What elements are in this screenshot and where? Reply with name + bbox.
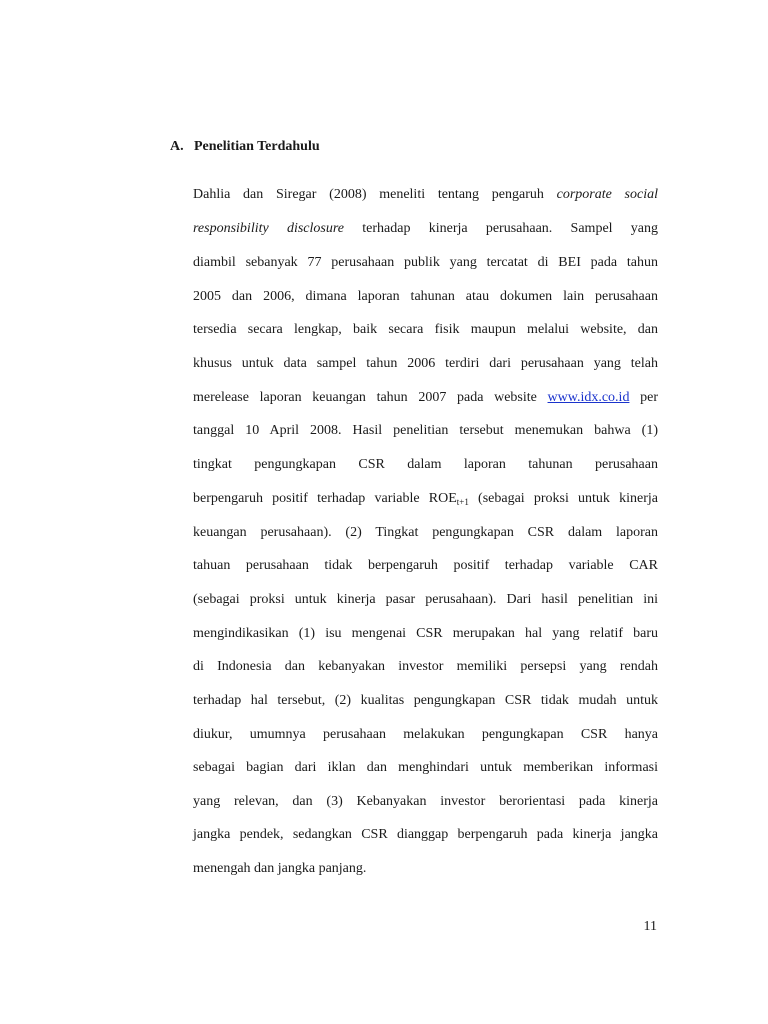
text-run: (sebagai proksi untuk kinerja — [478, 491, 658, 506]
text-run: terhadap kinerja perusahaan. Sampel yang — [362, 221, 659, 236]
section-letter: A. — [170, 139, 184, 154]
paragraph-line: diukur, umumnya perusahaan melakukan pengungkapan CSR hanya — [193, 727, 658, 742]
italic-term: corporate social — [556, 187, 658, 202]
subscript: t+1 — [456, 497, 469, 507]
text-run: Dahlia dan Siregar (2008) meneliti tentang pengaruh — [193, 187, 544, 202]
paragraph-line — [193, 186, 658, 204]
paragraph-line: menengah dan jangka panjang. — [193, 861, 367, 876]
section-title: Penelitian Terdahulu — [194, 139, 320, 154]
paragraph-line: diambil sebanyak 77 perusahaan publik yang tercatat di BEI pada tahun — [193, 255, 658, 270]
paragraph-line: mengindikasikan (1) isu mengenai CSR merupakan hal yang relatif baru — [193, 626, 658, 641]
paragraph-line: terhadap hal tersebut, (2) kualitas pengungkapan CSR tidak mudah untuk — [193, 693, 658, 708]
paragraph-line: 2005 dan 2006, dimana laporan tahunan atau dokumen lain perusahaan — [193, 289, 658, 304]
paragraph-line: (sebagai proksi untuk kinerja pasar perusahaan). Dari hasil penelitian ini — [193, 592, 658, 607]
paragraph-line: sebagai bagian dari iklan dan menghindari untuk memberikan informasi — [193, 760, 658, 775]
paragraph-line: di Indonesia dan kebanyakan investor memiliki persepsi yang rendah — [193, 659, 658, 674]
paragraph-line: jangka pendek, sedangkan CSR dianggap berpengaruh pada kinerja jangka — [193, 827, 658, 842]
website-link[interactable]: www.idx.co.id — [547, 390, 630, 405]
paragraph-line: keuangan perusahaan). (2) Tingkat pengungkapan CSR dalam laporan — [193, 525, 658, 540]
paragraph-line: tanggal 10 April 2008. Hasil penelitian tersebut menemukan bahwa (1) — [193, 423, 658, 438]
italic-term: responsibility disclosure — [193, 221, 344, 236]
paragraph-line: tersedia secara lengkap, baik secara fisik maupun melalui website, dan — [193, 322, 658, 337]
paragraph-line — [193, 389, 658, 407]
paragraph-line — [193, 220, 658, 238]
paragraph-line: khusus untuk data sampel tahun 2006 terdiri dari perusahaan yang telah — [193, 356, 658, 371]
section-heading — [170, 138, 320, 156]
text-run: merelease laporan keuangan tahun 2007 pada website — [193, 390, 537, 405]
page-number: 11 — [643, 919, 657, 934]
paragraph-line: tingkat pengungkapan CSR dalam laporan tahunan perusahaan — [193, 457, 658, 472]
text-run: per — [640, 390, 659, 405]
paragraph-line: yang relevan, dan (3) Kebanyakan investor berorientasi pada kinerja — [193, 794, 658, 809]
text-run: berpengaruh positif terhadap variable $ROE_{t+1}$ — [193, 491, 469, 507]
paragraph-line — [193, 490, 658, 508]
paragraph-line: tahuan perusahaan tidak berpengaruh positif terhadap variable CAR — [193, 558, 658, 573]
